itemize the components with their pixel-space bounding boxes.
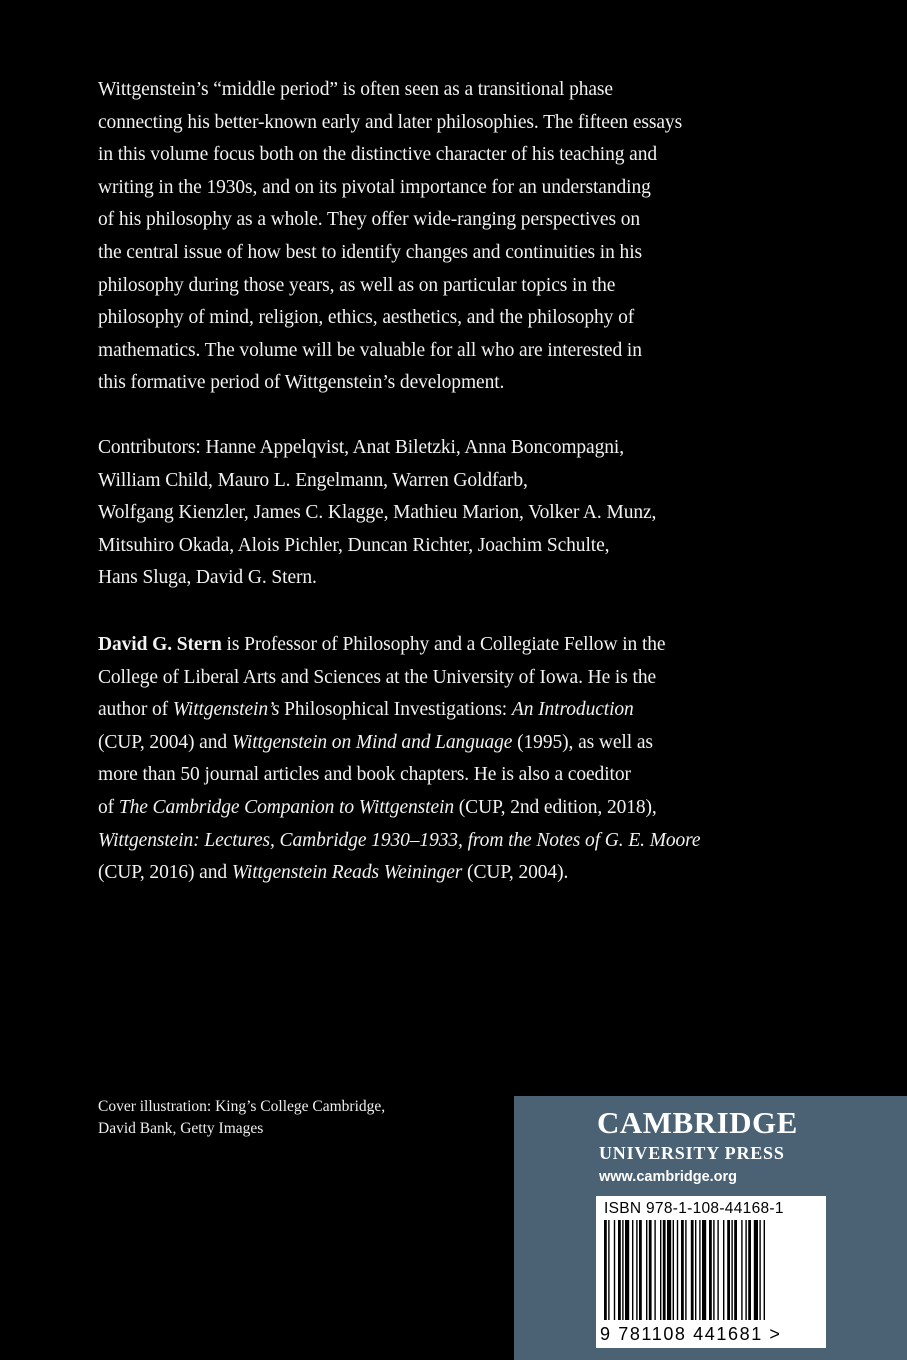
barcode-bar — [709, 1220, 712, 1320]
bio-line — [98, 629, 738, 662]
blurb-line: philosophy of mind, religion, ethics, aesthetics, and the philosophy of — [98, 307, 635, 329]
barcode-bar — [754, 1220, 758, 1320]
bio-text: (CUP, 2004) and — [98, 731, 232, 753]
book-title: The Cambridge Companion to Wittgenstein — [118, 796, 455, 818]
barcode-bar — [673, 1220, 674, 1320]
blurb-paragraph — [98, 74, 738, 400]
book-title: Wittgenstein’s — [172, 699, 280, 721]
blurb-line: Wittgenstein’s “middle period” is often seen as a transitional phase — [98, 79, 613, 100]
cover-credit — [98, 1096, 385, 1140]
barcode-bar — [727, 1220, 730, 1320]
barcode-bar — [717, 1220, 718, 1320]
barcode-bar — [691, 1220, 694, 1320]
barcode-bar — [713, 1220, 714, 1320]
barcode-bar — [614, 1220, 615, 1320]
blurb-line: this formative period of Wittgenstein’s development. — [98, 372, 505, 394]
barcode-bar — [636, 1220, 637, 1320]
book-title: Wittgenstein on Mind and Language — [231, 731, 513, 753]
barcode-bar — [699, 1220, 700, 1320]
bio-line: more than 50 journal articles and book chapters. He is also a coeditor — [98, 764, 631, 786]
blurb-line: mathematics. The volume will be valuable for all who are interested in — [98, 339, 642, 361]
blurb-line: the central issue of how best to identify changes and continuities in his — [98, 241, 642, 263]
bio-text: (CUP, 2nd edition, 2018), — [454, 796, 657, 818]
barcode-bar — [748, 1220, 751, 1320]
bio-text: (CUP, 2004). — [462, 862, 569, 884]
bio-line: College of Liberal Arts and Sciences at the University of Iowa. He is the — [98, 666, 657, 688]
author-bio-paragraph — [98, 629, 738, 890]
barcode-bar — [759, 1220, 760, 1320]
barcode-bar — [734, 1220, 737, 1320]
barcode-bar — [646, 1220, 647, 1320]
bio-text: of — [98, 796, 119, 818]
barcode-bar — [649, 1220, 652, 1320]
barcode-bar — [654, 1220, 655, 1320]
barcode-bar — [731, 1220, 732, 1320]
barcode-panel — [596, 1196, 826, 1348]
publisher-box — [514, 1096, 907, 1360]
contributors-paragraph — [98, 432, 738, 595]
isbn-label: ISBN 978-1-108-44168-1 — [604, 1200, 784, 1217]
blurb-line: writing in the 1930s, and on its pivotal importance for an understanding — [98, 176, 651, 198]
barcode-bar — [608, 1220, 609, 1320]
barcode-bar — [681, 1220, 684, 1320]
bio-line — [98, 694, 738, 727]
barcode-bar — [639, 1220, 642, 1320]
contributors-line: Mitsuhiro Okada, Alois Pichler, Duncan Richter, Joachim Schulte, — [98, 534, 610, 556]
barcode-bar — [677, 1220, 678, 1320]
author-name: David G. Stern — [98, 634, 222, 655]
barcode-digits: 9 781108 441681 > — [600, 1324, 782, 1344]
contributors-line: Wolfgang Kienzler, James C. Klagge, Mathieu Marion, Volker A. Munz, — [98, 502, 657, 524]
book-title-roman: Philosophical Investigations: — [279, 699, 512, 721]
barcode-bar — [622, 1220, 623, 1320]
bio-line: Wittgenstein: Lectures, Cambridge 1930–1933, from the Notes of G. E. Moore — [98, 829, 701, 851]
blurb-line: philosophy during those years, as well as on particular topics in the — [98, 274, 616, 296]
bio-text: author of — [98, 699, 173, 721]
barcode-bar — [667, 1220, 671, 1320]
blurb-line: in this volume focus both on the distinctive character of his teaching and — [98, 144, 658, 166]
barcode-icon — [602, 1220, 820, 1324]
contributors-line: Hans Sluga, David G. Stern. — [98, 567, 317, 589]
barcode-bar — [685, 1220, 686, 1320]
book-title: Wittgenstein Reads Weininger — [231, 862, 463, 884]
barcode-bar — [604, 1220, 607, 1320]
bio-text: is Professor of Philosophy and a Collegiate Fellow in the — [221, 634, 666, 655]
contributors-line: William Child, Mauro L. Engelmann, Warren Goldfarb, — [98, 469, 528, 491]
publisher-name: CAMBRIDGE — [597, 1105, 798, 1140]
barcode-bar — [695, 1220, 696, 1320]
bio-text: (CUP, 2016) and — [98, 862, 232, 884]
publisher-press: UNIVERSITY PRESS — [599, 1143, 785, 1163]
barcode-bar — [764, 1220, 765, 1320]
barcode-bar — [745, 1220, 746, 1320]
barcode-bar — [663, 1220, 666, 1320]
barcode-bar — [660, 1220, 661, 1320]
book-title: An Introduction — [511, 699, 634, 721]
barcode-bar — [702, 1220, 706, 1320]
credit-line: David Bank, Getty Images — [98, 1120, 264, 1137]
bio-line — [98, 727, 738, 760]
bio-line — [98, 857, 738, 890]
barcode-bar — [723, 1220, 724, 1320]
bio-text: (1995), as well as — [512, 731, 653, 753]
publisher-url: www.cambridge.org — [599, 1169, 738, 1185]
barcode-bar — [625, 1220, 629, 1320]
barcode-bar — [632, 1220, 633, 1320]
credit-line: Cover illustration: King’s College Cambridge, — [98, 1098, 386, 1115]
barcode-bar — [618, 1220, 621, 1320]
blurb-line: connecting his better-known early and later philosophies. The fifteen essays — [98, 111, 683, 133]
bio-line — [98, 792, 738, 825]
barcode-bar — [741, 1220, 742, 1320]
contributors-line: Contributors: Hanne Appelqvist, Anat Biletzki, Anna Boncompagni, — [98, 437, 625, 458]
blurb-line: of his philosophy as a whole. They offer wide-ranging perspectives on — [98, 209, 641, 231]
